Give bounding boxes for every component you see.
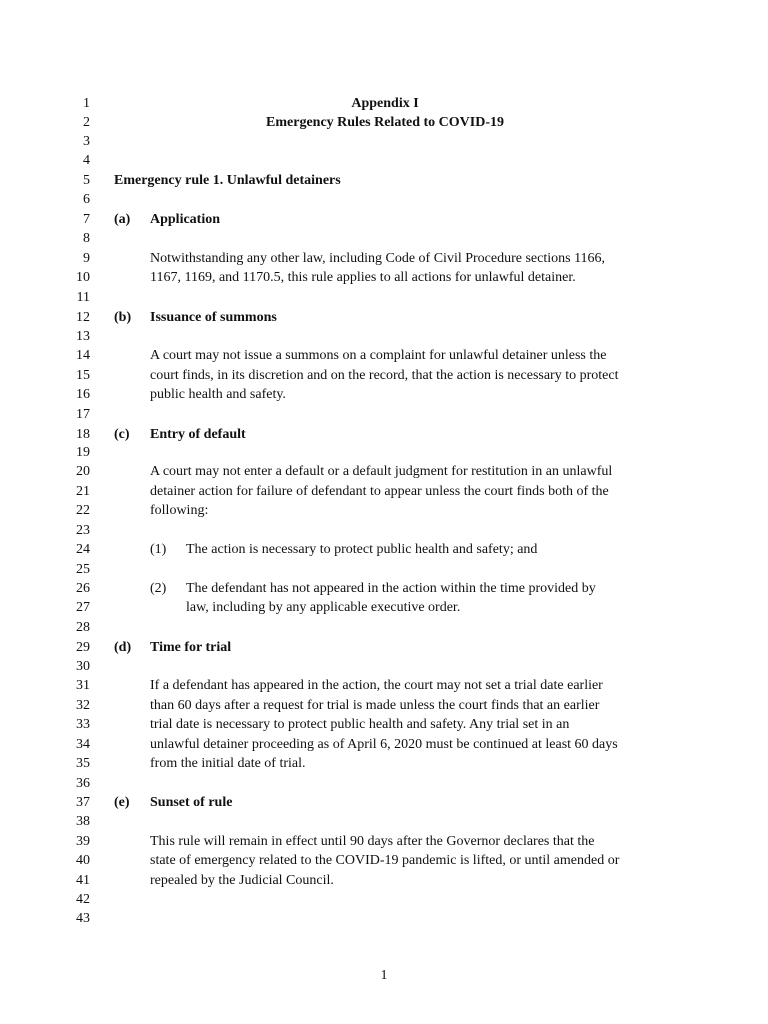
section-e-text-line: state of emergency related to the COVID-19 pandemic is lifted, or until amended or	[150, 853, 620, 868]
line-number: 4	[83, 153, 90, 168]
line-number: 8	[83, 231, 90, 246]
line-number: 1	[83, 96, 90, 111]
section-letter-a: (a)	[114, 212, 131, 227]
line-number: 30	[76, 659, 90, 674]
section-title-d: Time for trial	[150, 640, 232, 655]
line-number: 24	[76, 542, 90, 557]
section-d-text-line: than 60 days after a request for trial is made unless the court finds that an earlier	[150, 698, 600, 713]
line-number: 32	[76, 698, 90, 713]
line-number: 10	[76, 270, 90, 285]
rule-heading: Emergency rule 1. Unlawful detainers	[114, 173, 341, 188]
appendix-title: Appendix I	[351, 96, 419, 111]
line-number: 6	[83, 192, 90, 207]
line-number: 16	[76, 387, 90, 402]
line-number: 3	[83, 134, 90, 149]
list-item-number: (2)	[150, 581, 167, 596]
line-number: 34	[76, 737, 90, 752]
line-number: 40	[76, 853, 90, 868]
section-letter-d: (d)	[114, 640, 132, 655]
section-c-text-line: following:	[150, 503, 209, 518]
line-number: 23	[76, 523, 90, 538]
line-number: 11	[76, 290, 90, 305]
line-number: 39	[76, 834, 90, 849]
line-number: 17	[76, 407, 90, 422]
section-b-text-line: court finds, in its discretion and on the record, that the action is necessary to protect	[150, 368, 619, 383]
line-number: 33	[76, 717, 90, 732]
page-number: 1	[380, 968, 388, 983]
list-item-text-line: The action is necessary to protect public health and safety; and	[186, 542, 538, 557]
list-item-text-line: The defendant has not appeared in the action within the time provided by	[186, 581, 596, 596]
section-letter-b: (b)	[114, 310, 132, 325]
line-number: 13	[76, 329, 90, 344]
section-e-text-line: repealed by the Judicial Council.	[150, 873, 334, 888]
section-d-text-line: trial date is necessary to protect public health and safety. Any trial set in an	[150, 717, 570, 732]
section-title-b: Issuance of summons	[150, 310, 277, 325]
line-number: 2	[83, 115, 90, 130]
line-number: 21	[76, 484, 90, 499]
section-c-text-line: A court may not enter a default or a default judgment for restitution in an unlawful	[150, 464, 613, 479]
section-b-text-line: A court may not issue a summons on a complaint for unlawful detainer unless the	[150, 348, 607, 363]
section-letter-c: (c)	[114, 427, 130, 442]
line-number: 20	[76, 464, 90, 479]
line-number: 12	[76, 310, 90, 325]
section-b-text-line: public health and safety.	[150, 387, 286, 402]
line-number: 18	[76, 427, 90, 442]
section-title-a: Application	[150, 212, 221, 227]
line-number: 27	[76, 600, 90, 615]
section-e-text-line: This rule will remain in effect until 90 days after the Governor declares that the	[150, 834, 595, 849]
line-number: 26	[76, 581, 90, 596]
section-d-text-line: If a defendant has appeared in the action, the court may not set a trial date earlier	[150, 678, 603, 693]
section-letter-e: (e)	[114, 795, 130, 810]
section-title-c: Entry of default	[150, 427, 246, 442]
line-number: 41	[76, 873, 90, 888]
section-title-e: Sunset of rule	[150, 795, 233, 810]
line-number: 28	[76, 620, 90, 635]
line-number: 36	[76, 776, 90, 791]
line-number: 22	[76, 503, 90, 518]
line-number: 43	[76, 911, 90, 926]
line-number: 7	[83, 212, 90, 227]
section-a-text-line: Notwithstanding any other law, including Code of Civil Procedure sections 1166,	[150, 251, 606, 266]
list-item-text-line: law, including by any applicable executive order.	[186, 600, 461, 615]
document-title: Emergency Rules Related to COVID-19	[266, 115, 504, 130]
section-d-text-line: from the initial date of trial.	[150, 756, 306, 771]
list-item-number: (1)	[150, 542, 167, 557]
line-number: 19	[76, 445, 90, 460]
line-number: 37	[76, 795, 90, 810]
line-number: 14	[76, 348, 90, 363]
line-number: 5	[83, 173, 90, 188]
line-number: 42	[76, 892, 90, 907]
line-number: 38	[76, 814, 90, 829]
section-c-text-line: detainer action for failure of defendant to appear unless the court finds both of the	[150, 484, 609, 499]
line-number: 31	[76, 678, 90, 693]
line-number: 15	[76, 368, 90, 383]
line-number: 25	[76, 562, 90, 577]
line-number: 35	[76, 756, 90, 771]
line-number: 29	[76, 640, 90, 655]
line-number: 9	[83, 251, 90, 266]
section-a-text-line: 1167, 1169, and 1170.5, this rule applies to all actions for unlawful detainer.	[150, 270, 576, 285]
section-d-text-line: unlawful detainer proceeding as of April 6, 2020 must be continued at least 60 days	[150, 737, 618, 752]
